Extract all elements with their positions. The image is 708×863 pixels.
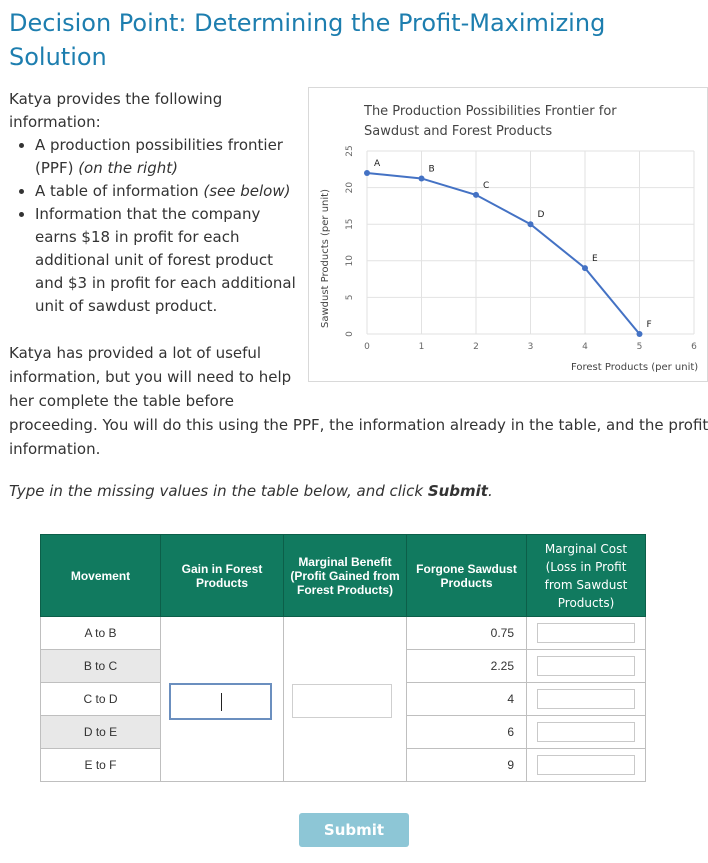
marginal-cost-cell [527,716,646,749]
header-movement: Movement [41,535,161,617]
header-forgone: Forgone Sawdust Products [407,535,527,617]
data-point [419,175,425,181]
forgone-cell: 6 [407,716,527,749]
data-table [40,534,646,782]
marginal-cost-cell [527,650,646,683]
point-label: A [374,158,381,169]
marginal-cost-input[interactable] [537,656,635,676]
y-tick-label: 20 [345,181,355,194]
marginal-cost-cell [527,617,646,650]
text-cursor [221,693,222,711]
marginal-benefit-input[interactable] [292,684,392,718]
forgone-cell: 0.75 [407,617,527,650]
intro-text: Katya provides the following information: [9,90,223,131]
forgone-cell: 4 [407,683,527,716]
data-point [364,170,370,176]
movement-cell: E to F [41,749,161,782]
x-tick-label: 2 [473,342,479,352]
data-point [637,331,643,337]
data-point [582,265,588,271]
instructions-paragraph: Katya has provided a lot of useful information, but you will need to help her complete the table before proceeding. You will do this using the PPF, the information already in the table, and the profit information. [9,344,708,458]
marginal-cost-input[interactable] [537,755,635,775]
chart-series [364,159,652,337]
y-tick-label: 0 [345,331,355,337]
marginal-cost-cell [527,683,646,716]
movement-cell: D to E [41,716,161,749]
movement-cell: A to B [41,617,161,650]
chart-title-line2: Sawdust and Forest Products [364,124,553,139]
marginal-cost-input[interactable] [537,722,635,742]
data-point [473,192,479,198]
page-title: Decision Point: Determining the Profit-Maximizing Solution [9,9,606,71]
x-tick-label: 4 [582,342,588,352]
chart-title-line1: The Production Possibilities Frontier for [364,104,617,119]
ppf-chart-svg [309,88,708,383]
point-label: C [483,180,490,191]
y-tick-label: 15 [345,218,355,230]
header-marginal-cost: Marginal Cost (Loss in Profit from Sawdust Products) [527,535,646,617]
list-item: • A production possibilities frontier (PPF) (on the right) [35,134,301,180]
ppf-curve [367,173,640,334]
marginal-cost-cell [527,749,646,782]
ppf-chart [308,87,708,382]
point-label: B [428,164,435,175]
point-label: D [537,210,545,221]
x-axis-label: Forest Products (per unit) [571,362,699,373]
list-item: • Information that the company earns $18 in profit for each additional unit of forest product and $3 in profit for each additional unit of sawdust product. [35,203,301,318]
table-header-row [41,535,646,617]
intro-section [9,88,301,318]
header-marginal-benefit: Marginal Benefit (Profit Gained from Forest Products) [284,535,407,617]
data-point [528,221,534,227]
header-gain: Gain in Forest Products [161,535,284,617]
forgone-cell: 9 [407,749,527,782]
marginal-cost-input[interactable] [537,689,635,709]
gain-forest-input[interactable] [169,683,272,720]
info-list [9,134,301,318]
point-label: F [646,320,652,330]
x-tick-label: 0 [364,342,370,352]
submit-button[interactable]: Submit [299,813,409,847]
table-row [41,617,646,650]
movement-cell: C to D [41,683,161,716]
list-item: • A table of information (see below) [35,180,301,203]
movement-cell: B to C [41,650,161,683]
marginal-cost-input[interactable] [537,623,635,643]
x-tick-label: 5 [636,342,643,352]
x-tick-label: 1 [418,342,425,352]
y-axis-label: Sawdust Products (per unit) [320,189,331,328]
y-tick-label: 10 [345,255,355,267]
point-label: E [592,254,598,265]
y-tick-label: 25 [345,145,355,157]
y-tick-label: 5 [345,294,355,301]
x-tick-label: 3 [527,342,534,352]
forgone-cell: 2.25 [407,650,527,683]
task-instruction: Type in the missing values in the table below, and click Submit. [9,482,493,500]
x-tick-label: 6 [691,342,697,352]
